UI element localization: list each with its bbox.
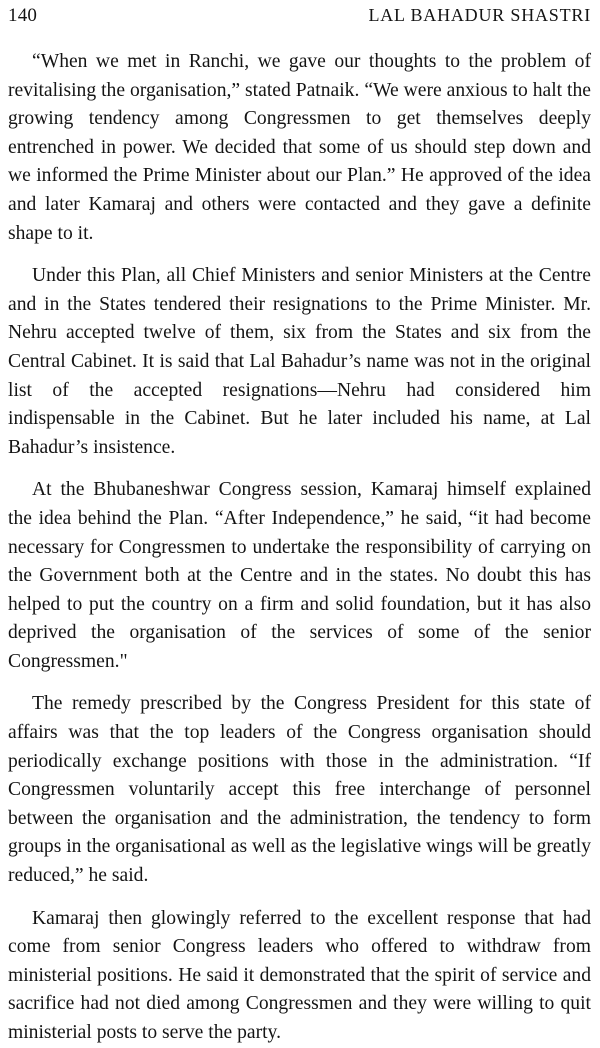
book-title: LAL BAHADUR SHASTRI <box>368 5 591 25</box>
running-header <box>8 2 591 32</box>
paragraph-response: Kamaraj then glowingly referred to the excellent response that had come from senior Congress leaders who offered to withdraw from ministerial positions. He said it demonstrated that the spirit of service and sacrifice had not died among Congressmen and they were willing to quit ministerial posts to serve the party. <box>8 907 591 1043</box>
page-number: 140 <box>8 5 38 26</box>
paragraph-bhubaneshwar-session: At the Bhubaneshwar Congress session, Kamaraj himself explained the idea behind the Plan. “After Independence,” he said, “it had become necessary for Congressmen to undertake the responsibility of carrying on the Government both at the Centre and in the states. No doubt this has helped to put the country on a firm and solid foundation, but it has also deprived the organisation of the services of some of the senior Congressmen." <box>8 479 591 672</box>
paragraph-ranchi: “When we met in Ranchi, we gave our thoughts to the problem of revitalising the organisation,” stated Patnaik. “We were anxious to halt the growing tendency among Congressmen to get themselves deeply entrenched in power. We decided that some of us should step down and we informed the Prime Minister about our Plan.” He approved of the idea and later Kamaraj and others were contacted and they gave a definite shape to it. <box>8 51 591 244</box>
paragraph-remedy: The remedy prescribed by the Congress President for this state of affairs was that the top leaders of the Congress organisation should periodically exchange positions with those in the administration. “If Congressmen voluntarily accept this free interchange of personnel between the organisation and the administration, the tendency to form groups in the organisational as well as the legislative wings will be greatly reduced,” he said. <box>8 693 591 887</box>
body-text <box>8 48 591 1048</box>
paragraph-plan-resignations: Under this Plan, all Chief Ministers and senior Ministers at the Centre and in the States tendered their resignations to the Prime Minister. Mr. Nehru accepted twelve of them, six from the States and six from the Central Cabinet. It is said that Lal Bahadur’s name was not in the original list of the accepted resignations—Nehru had considered him indispensable in the Cabinet. But he later included his name, at Lal Bahadur’s insistence. <box>8 265 591 458</box>
